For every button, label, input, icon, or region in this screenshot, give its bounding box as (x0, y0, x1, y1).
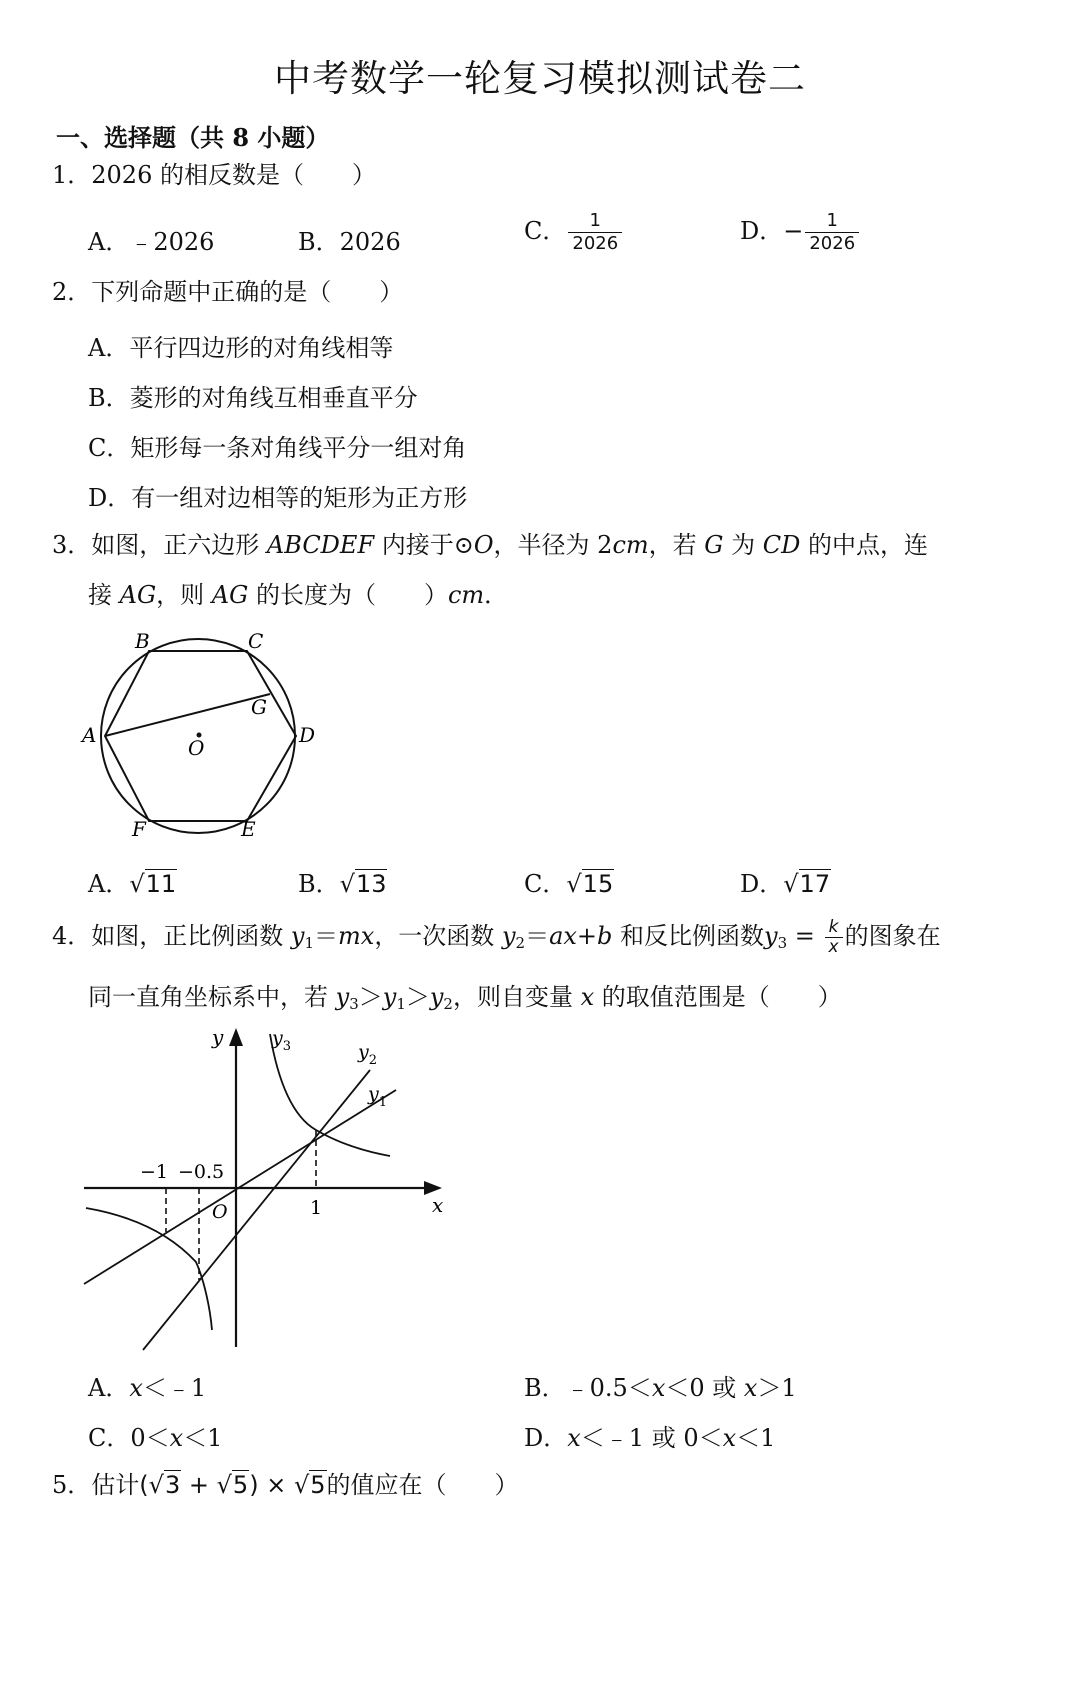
var-x: x (651, 1374, 666, 1402)
label-y-axis: y (212, 1025, 224, 1049)
sqrt (149, 1468, 182, 1502)
text: 内接于⊙ (374, 531, 474, 559)
option-label: D． (524, 1424, 568, 1452)
q1-option-b[interactable]: B．2026 (298, 228, 401, 256)
text: = (787, 922, 823, 950)
q4-option-b[interactable] (524, 1368, 797, 1403)
plus: + (181, 1471, 217, 1499)
expr-ax-b: ax+b (549, 922, 613, 950)
question-4-stem-line1 (52, 918, 941, 960)
text: ＞ (358, 983, 383, 1011)
label-y1-letter: y (368, 1083, 379, 1105)
q3-option-a[interactable] (88, 864, 177, 899)
var-cd: CD (762, 531, 801, 559)
question-4-stem-line2 (88, 980, 842, 1021)
q3-option-d[interactable] (740, 864, 831, 899)
text: ＜1 (183, 1424, 223, 1452)
option-label: A． (88, 870, 130, 898)
var-o: O (473, 531, 494, 559)
text: 的中点，连 (800, 531, 928, 559)
sqrt (340, 870, 388, 898)
minus-sign: − (783, 217, 804, 245)
fraction (568, 210, 622, 255)
var-y: y (501, 922, 516, 950)
unit-cm: cm (447, 581, 485, 609)
text: 5．估计 (52, 1471, 140, 1499)
text: 为 (723, 531, 763, 559)
label-y2-letter: y (358, 1041, 369, 1063)
section-title: 一、选择题（共 8 小题） (56, 123, 330, 152)
text: 的图象在 (844, 922, 941, 950)
label-d: D (299, 723, 316, 747)
text: ＞ (405, 983, 430, 1011)
question-2-stem: 2．下列命题中正确的是（ ） (52, 278, 404, 306)
sqrt-sign: √ (148, 1471, 164, 1499)
radicand: 17 (799, 870, 831, 898)
question-1-stem: 1．2026 的相反数是（ ） (52, 161, 376, 189)
text: ＜0 或 (665, 1374, 744, 1402)
q2-option-b[interactable]: B．菱形的对角线互相垂直平分 (88, 384, 418, 412)
option-label: C． (524, 870, 567, 898)
text: ，一次函数 (374, 922, 502, 950)
hexagon-circle-figure (78, 628, 328, 846)
var-ag: AG (119, 581, 157, 609)
radicand: 3 (164, 1471, 181, 1499)
sqrt-sign: √ (129, 870, 145, 898)
denominator: 2026 (568, 232, 622, 255)
var-x: x (722, 1424, 737, 1452)
var-x: x (129, 1374, 143, 1402)
curve-y3-left (86, 1208, 212, 1330)
q1-option-a[interactable]: A．﹣2026 (88, 228, 215, 256)
label-y1-sub: 1 (378, 1095, 388, 1110)
label-x-axis: x (432, 1193, 444, 1217)
var-y: y (382, 983, 397, 1011)
subscript: 3 (349, 995, 359, 1013)
label-a: A (82, 723, 97, 747)
var-x: x (567, 1424, 581, 1452)
fraction-k-over-x (825, 918, 843, 957)
q3-option-b[interactable] (298, 864, 387, 899)
q2-option-d[interactable]: D．有一组对边相等的矩形为正方形 (88, 484, 468, 512)
subscript: 1 (396, 995, 406, 1013)
radicand: 5 (232, 1471, 249, 1499)
text: ＜﹣1 或 0＜ (580, 1424, 723, 1452)
label-g: G (251, 695, 267, 719)
text: 的值应在（ ） (326, 1471, 519, 1499)
var-g: G (704, 531, 724, 559)
text: ＜﹣1 (142, 1374, 207, 1402)
text: ，则自变量 (452, 983, 581, 1011)
text: ＝ (525, 922, 550, 950)
text: 同一直角坐标系中，若 (88, 983, 336, 1011)
sqrt (294, 1468, 327, 1502)
var-y: y (290, 922, 305, 950)
tick-label-1: 1 (310, 1197, 323, 1219)
numerator: k (828, 917, 839, 937)
page-title: 中考数学一轮复习模拟测试卷二 (274, 57, 806, 100)
text: 3．如图，正六边形 (52, 531, 267, 559)
label-o: O (188, 736, 205, 760)
label-e: E (241, 817, 256, 841)
sqrt (129, 870, 177, 898)
denominator: x (825, 937, 843, 957)
text: 接 (88, 581, 120, 609)
fraction (805, 210, 859, 255)
q1-option-d[interactable] (740, 210, 861, 255)
label-y2-sub: 2 (368, 1053, 378, 1068)
q4-option-d[interactable] (524, 1418, 775, 1453)
subscript: 2 (515, 934, 526, 952)
q2-option-c[interactable]: C．矩形每一条对角线平分一组对角 (88, 434, 467, 462)
segment-ag (105, 694, 270, 736)
var-y: y (429, 983, 444, 1011)
var-ag: AG (211, 581, 249, 609)
line-y2 (143, 1070, 370, 1350)
text: ，半径为 2 (493, 531, 613, 559)
question-3-stem-line1 (52, 528, 928, 562)
label-origin: O (212, 1201, 228, 1223)
text: ． (484, 581, 509, 609)
text: ，则 (156, 581, 212, 609)
radicand: 13 (355, 870, 387, 898)
label-y2 (357, 1041, 377, 1068)
function-graph-figure (78, 1022, 448, 1352)
radicand: 15 (582, 870, 614, 898)
q1-option-c[interactable] (524, 210, 624, 255)
sqrt-sign: √ (216, 1471, 232, 1499)
var-mx: mx (338, 922, 375, 950)
text: ＝ (314, 922, 339, 950)
tick-label-minus1: −1 (140, 1161, 169, 1183)
text: 和反比例函数 (612, 922, 765, 950)
q1-option-c-label: C． (524, 217, 567, 245)
q1-option-d-label: D． (740, 217, 784, 245)
times: × (258, 1471, 294, 1499)
label-y3-sub: 3 (282, 1039, 292, 1054)
text: ＞1 (757, 1374, 797, 1402)
text: 的长度为（ ） (248, 581, 448, 609)
expression (139, 1471, 326, 1499)
option-label: B． (298, 870, 340, 898)
tick-label-minus05: −0.5 (178, 1161, 225, 1183)
subscript: 2 (443, 995, 453, 1013)
text: ，若 (648, 531, 705, 559)
question-5-stem (52, 1468, 519, 1502)
q2-option-a[interactable]: A．平行四边形的对角线相等 (88, 334, 394, 362)
denominator: 2026 (805, 232, 859, 255)
option-label: D． (740, 870, 784, 898)
label-f: F (132, 817, 146, 841)
var-x: x (169, 1424, 184, 1452)
sqrt (783, 870, 831, 898)
unit-cm: cm (612, 531, 649, 559)
var-abcdef: ABCDEF (266, 531, 375, 559)
sqrt-sign: √ (293, 1471, 310, 1499)
sqrt (217, 1468, 250, 1502)
q4-option-c[interactable] (88, 1418, 222, 1453)
label-y3-letter: y (272, 1027, 283, 1049)
text: ＜1 (736, 1424, 776, 1452)
y-axis-arrow (229, 1028, 243, 1046)
option-label: C．0＜ (88, 1424, 170, 1452)
var-y: y (335, 983, 350, 1011)
numerator: 1 (826, 210, 838, 231)
text: 的取值范围是（ ） (594, 983, 842, 1011)
var-x: x (580, 983, 595, 1011)
paren: ( (139, 1471, 149, 1499)
label-c: C (248, 629, 264, 653)
sqrt-sign: √ (566, 870, 582, 898)
sqrt-sign: √ (339, 870, 355, 898)
radicand: 5 (310, 1471, 326, 1499)
sqrt (566, 870, 614, 898)
subscript: 3 (777, 934, 788, 952)
label-y3 (271, 1027, 291, 1054)
q4-option-a[interactable] (88, 1368, 206, 1403)
numerator: 1 (589, 210, 601, 231)
label-b: B (135, 629, 150, 653)
radicand: 11 (145, 870, 177, 898)
q3-option-c[interactable] (524, 864, 614, 899)
subscript: 1 (304, 934, 315, 952)
sqrt-sign: √ (783, 870, 799, 898)
var-x: x (743, 1374, 758, 1402)
paren: ) (249, 1471, 259, 1499)
text: 4．如图，正比例函数 (52, 922, 291, 950)
option-label: B．﹣0.5＜ (524, 1374, 652, 1402)
option-label: A． (88, 1374, 130, 1402)
question-3-stem-line2 (88, 578, 508, 612)
var-y: y (764, 922, 778, 950)
